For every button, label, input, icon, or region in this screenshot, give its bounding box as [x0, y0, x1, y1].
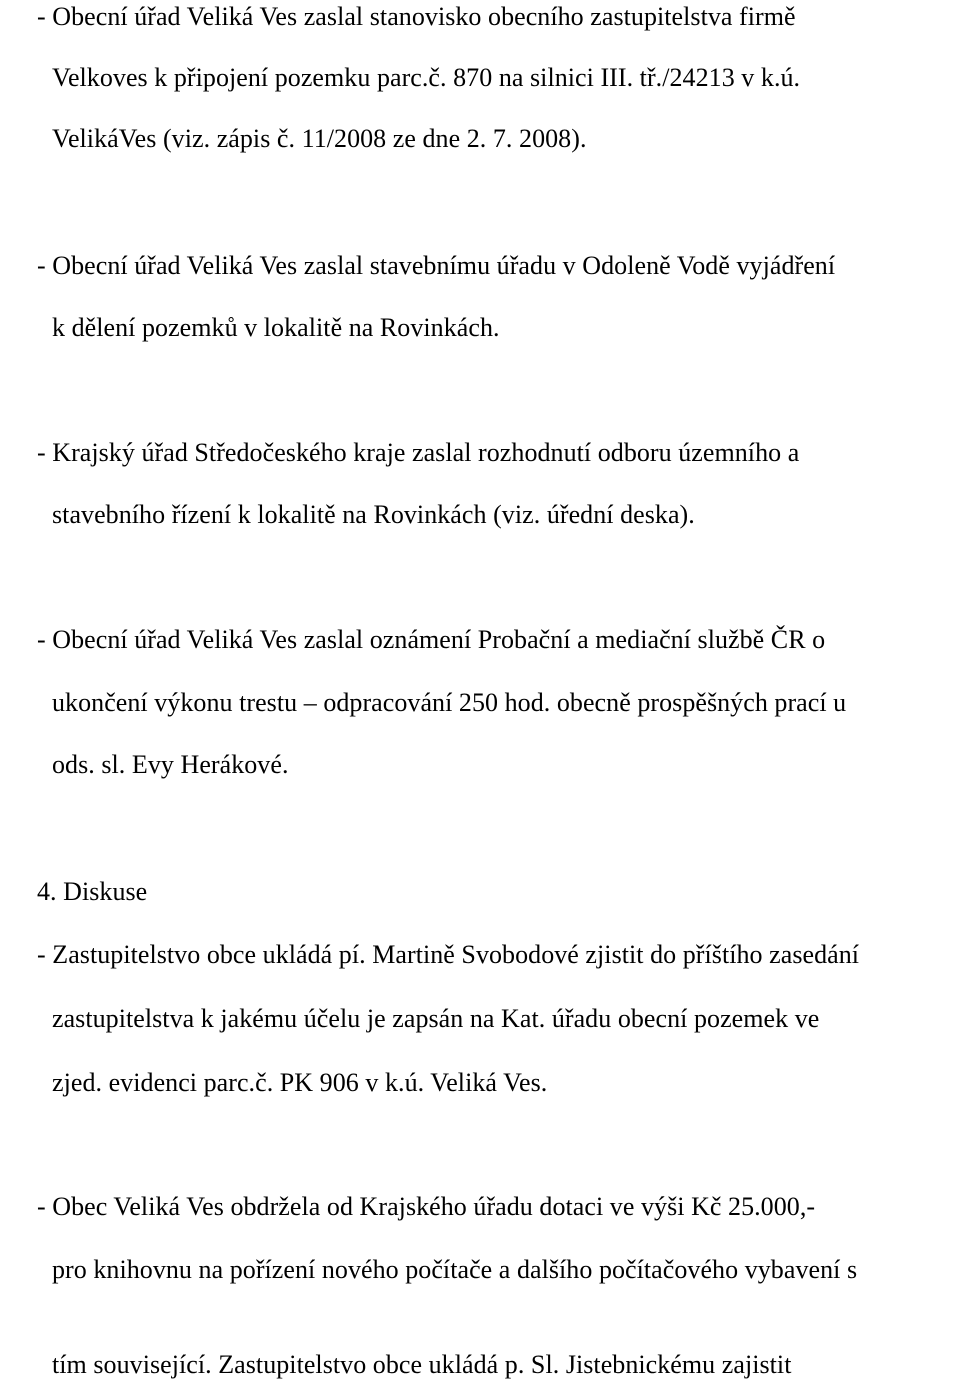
paragraph-3-line-2: stavebního řízení k lokalitě na Rovinkách (viz. úřední deska). [52, 500, 695, 529]
paragraph-1-line-3: VelikáVes (viz. zápis č. 11/2008 ze dne 2. 7. 2008). [52, 124, 587, 153]
discussion-1-line-3: zjed. evidenci parc.č. PK 906 v k.ú. Veliká Ves. [52, 1068, 548, 1097]
paragraph-4-line-2: ukončení výkonu trestu – odpracování 250 hod. obecně prospěšných prací u [52, 688, 847, 717]
paragraph-4-line-3: ods. sl. Evy Herákové. [52, 750, 289, 779]
paragraph-4-line-1: - Obecní úřad Veliká Ves zaslal oznámení Probační a mediační službě ČR o [37, 625, 826, 654]
paragraph-1-line-2: Velkoves k připojení pozemku parc.č. 870 na silnici III. tř./24213 v k.ú. [52, 63, 801, 92]
section-heading: 4. Diskuse [37, 877, 148, 906]
discussion-2-line-2: pro knihovnu na pořízení nového počítače a dalšího počítačového vybavení s [52, 1255, 858, 1284]
discussion-2-line-1: - Obec Veliká Ves obdržela od Krajského úřadu dotaci ve výši Kč 25.000,- [37, 1192, 816, 1221]
paragraph-2-line-1: - Obecní úřad Veliká Ves zaslal stavebnímu úřadu v Odoleně Vodě vyjádření [37, 251, 836, 280]
paragraph-2-line-2: k dělení pozemků v lokalitě na Rovinkách. [52, 313, 500, 342]
paragraph-1-line-1: - Obecní úřad Veliká Ves zaslal stanovisko obecního zastupitelstva firmě [37, 2, 796, 31]
paragraph-3-line-1: - Krajský úřad Středočeského kraje zaslal rozhodnutí odboru územního a [37, 438, 800, 467]
discussion-1-line-2: zastupitelstva k jakému účelu je zapsán na Kat. úřadu obecní pozemek ve [52, 1004, 820, 1033]
discussion-2-line-3: tím související. Zastupitelstvo obce ukládá p. Sl. Jistebnickému zajistit [52, 1350, 792, 1379]
discussion-1-line-1: - Zastupitelstvo obce ukládá pí. Martině Svobodové zjistit do příštího zasedání [37, 940, 860, 969]
